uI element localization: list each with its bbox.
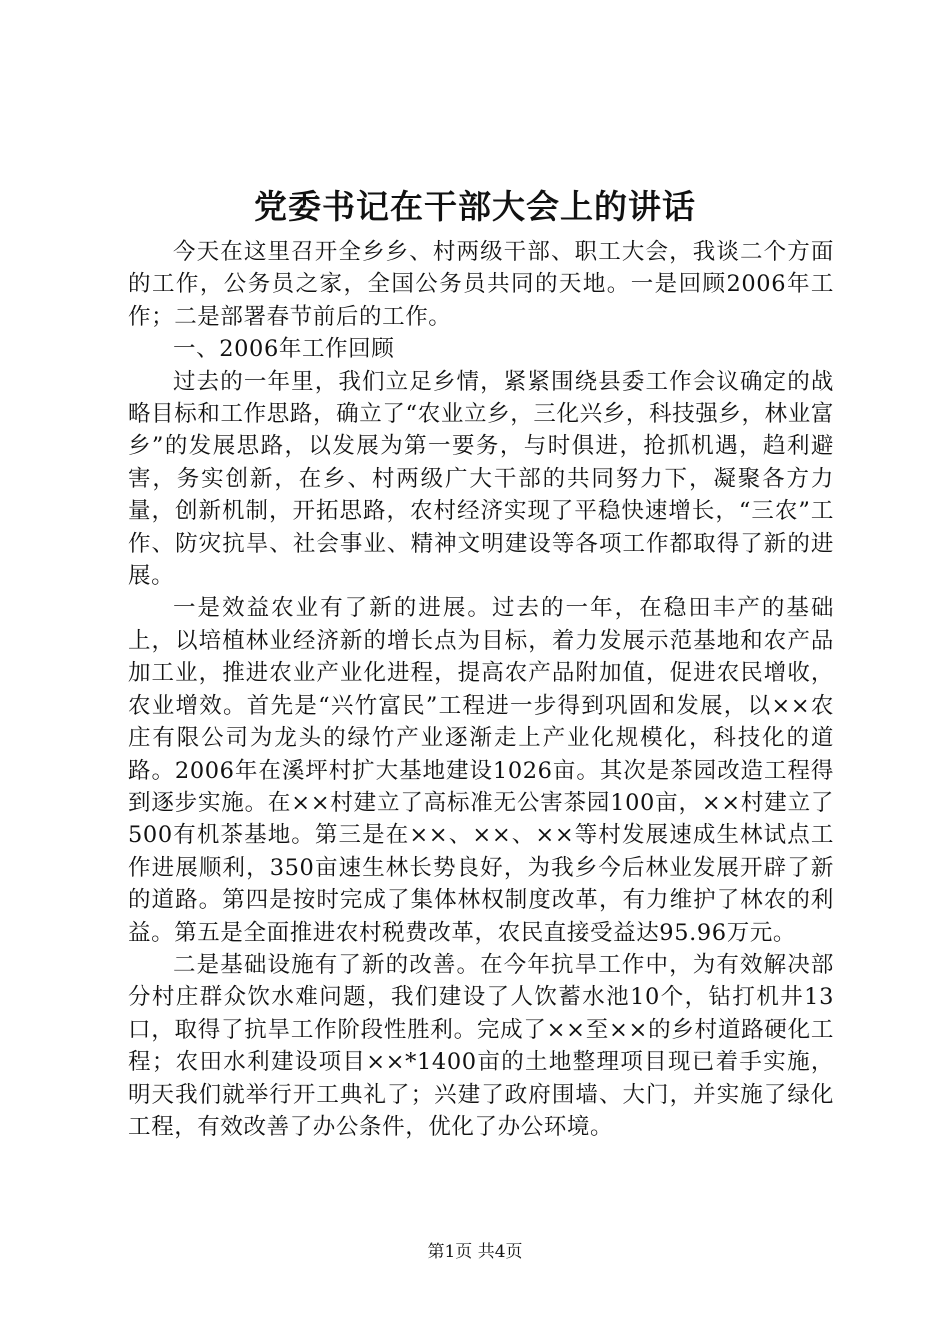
paragraph-agriculture: 一是效益农业有了新的进展。过去的一年，在稳田丰产的基础上，以培植林业经济新的增长点为目标，着力发展示范基地和农产品加工业，推进农业产业化进程，提高农产品附加值，促进农民增收，农业增效。首先是“兴竹富民”工程进一步得到巩固和发展，以××农庄有限公司为龙头的绿竹产业逐渐走上产业化规模化，科技化的道路。2006年在溪坪村扩大基地建设1026亩。其次是茶园改造工程得到逐步实施。在××村建立了高标准无公害茶园100亩，××村建立了500有机茶基地。第三是在××、××、××等村发展速成生林试点工作进展顺利，350亩速生林长势良好，为我乡今后林业发展开辟了新的道路。第四是按时完成了集体林权制度改革，有力维护了林农的利益。第五是全面推进农村税费改革，农民直接受益达95.96万元。: [128, 595, 834, 946]
page-footer: 第1页 共4页: [427, 1242, 523, 1262]
paragraph-intro: 今天在这里召开全乡乡、村两级干部、职工大会，我谈二个方面的工作，公务员之家，全国公务员共同的天地。一是回顾2006年工作；二是部署春节前后的工作。: [128, 239, 834, 330]
paragraph-review: 过去的一年里，我们立足乡情，紧紧围绕县委工作会议确定的战略目标和工作思路，确立了“农业立乡，三化兴乡，科技强乡，林业富乡”的发展思路，以发展为第一要务，与时俱进，抢抓机遇，趋利避害，务实创新，在乡、村两级广大干部的共同努力下，凝聚各方力量，创新机制，开拓思路，农村经济实现了平稳快速增长，“三农”工作、防灾抗旱、社会事业、精神文明建设等各项工作都取得了新的进展。: [128, 368, 834, 590]
section-heading: 一、2006年工作回顾: [173, 336, 395, 363]
document-title: 党委书记在干部大会上的讲话: [254, 187, 696, 226]
paragraph-infrastructure: 二是基础设施有了新的改善。在今年抗旱工作中，为有效解决部分村庄群众饮水难问题，我们建设了人饮蓄水池10个，钻打机井13口，取得了抗旱工作阶段性胜利。完成了××至××的乡村道路硬化工程；农田水利建设项目××*1400亩的土地整理项目现已着手实施，明天我们就举行开工典礼了；兴建了政府围墙、大门，并实施了绿化工程，有效改善了办公条件，优化了办公环境。: [128, 951, 834, 1140]
document-body: [128, 236, 834, 1143]
